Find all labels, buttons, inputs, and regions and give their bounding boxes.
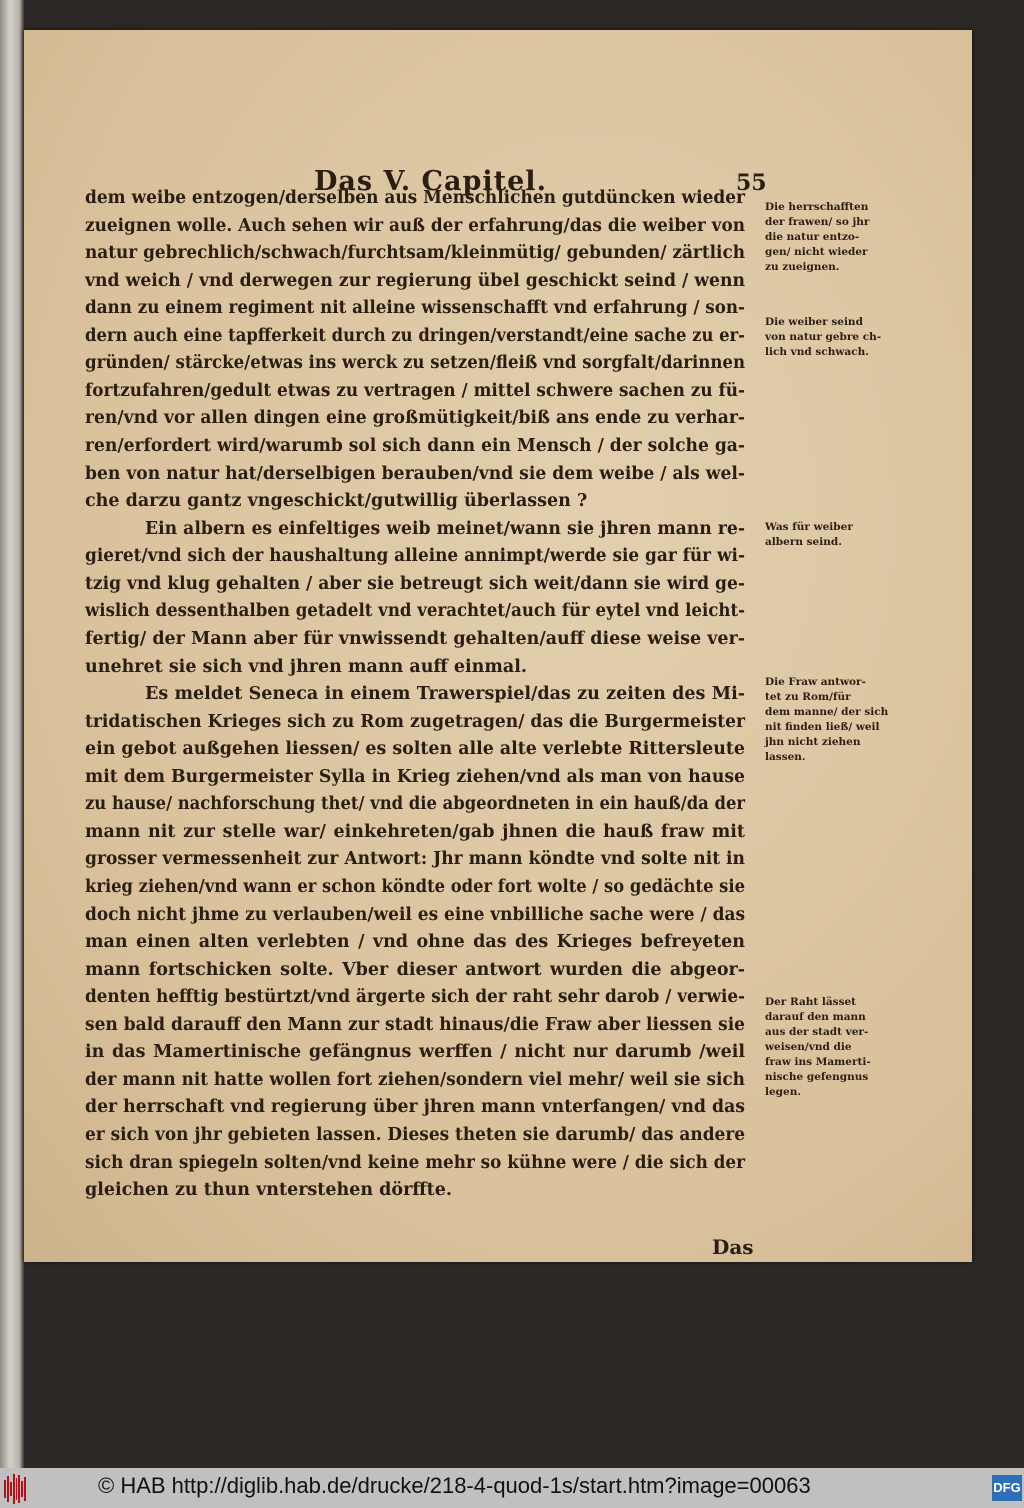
text-line: dern auch eine tapfferkeit durch zu dringen/verstandt/eine sache zu er- <box>85 325 745 346</box>
margin-note-line: die natur entzo- <box>765 231 860 243</box>
hab-logo-icon <box>4 1474 26 1504</box>
text-line: doch nicht jhme zu verlauben/weil es eine vnbilliche sache were / das <box>85 904 746 925</box>
text-line: gründen/ stärcke/etwas ins werck zu setzen/fleiß vnd sorgfalt/darinnen <box>85 353 746 374</box>
dfg-logo: DFG <box>992 1475 1022 1501</box>
text-line: tzig vnd klug gehalten / aber sie betreugt sich weit/dann sie wird ge- <box>85 573 745 594</box>
copyright-url: © HAB http://diglib.hab.de/drucke/218-4-quod-1s/start.htm?image=00063 <box>98 1473 811 1498</box>
margin-note-line: zu zueignen. <box>765 261 840 273</box>
logo-bar <box>10 1482 12 1496</box>
text-line: fertig/ der Mann aber für vnwissendt gehalten/auff diese weise ver- <box>85 628 745 649</box>
margin-note-line: nische gefengnus <box>765 1071 869 1083</box>
logo-bar <box>7 1476 9 1502</box>
text-line: der herrschaft vnd regierung über jhren mann vnterfangen/ vnd das <box>85 1097 745 1118</box>
margin-note-line: Die weiber seind <box>765 316 863 328</box>
book-page <box>24 30 972 1262</box>
margin-note-line: Die herrschafften <box>765 201 869 213</box>
margin-note-line: nit finden ließ/ weil <box>765 721 880 733</box>
text-line: Ein albern es einfeltiges weib meinet/wann sie jhren mann re- <box>145 518 745 539</box>
catchword: Das <box>712 1235 754 1259</box>
margin-note-line: jhn nicht ziehen <box>765 736 861 748</box>
margin-note <box>765 315 890 360</box>
margin-note <box>765 995 890 1100</box>
chapter-heading: Das V. Capitel. <box>314 166 547 197</box>
text-line: dem weibe entzogen/derselben aus Menschlichen gutdüncken wieder <box>85 188 745 208</box>
logo-bar <box>4 1480 6 1498</box>
text-line: zueignen wolle. Auch sehen wir auß der erfahrung/das die weiber von <box>85 215 745 236</box>
text-line: zu hause/ nachforschung thet/ vnd die abgeordneten in ein hauß/da der <box>85 794 746 815</box>
margin-note <box>765 675 890 765</box>
text-line: mann fortschicken solte. Vber dieser antwort wurden die abgeor- <box>85 959 745 980</box>
logo-bar <box>24 1477 26 1501</box>
text-line: fortzufahren/gedult etwas zu vertragen / mittel schwere sachen zu fü- <box>85 380 745 401</box>
adjacent-page-edge <box>0 0 24 1468</box>
text-line: unehret sie sich vnd jhren mann auff einmal. <box>85 656 527 677</box>
margin-note-line: weisen/vnd die <box>765 1041 852 1053</box>
margin-note-line: der frawen/ so jhr <box>765 216 870 228</box>
margin-note-line: tet zu Rom/für <box>765 691 851 703</box>
logo-bar <box>18 1475 20 1503</box>
margin-note-line: aus der stadt ver- <box>765 1026 869 1038</box>
text-line: vnd weich / vnd derwegen zur regierung übel geschickt seind / wenn <box>85 270 746 291</box>
text-line: denten hefftig bestürtzt/vnd ärgerte sich der raht sehr darob / verwie- <box>85 987 746 1008</box>
margin-note <box>765 200 890 275</box>
margin-note-line: von natur gebre ch- <box>765 331 882 343</box>
text-line: dann zu einem regiment nit alleine wissenschafft vnd erfahrung / son- <box>85 298 745 319</box>
text-line: mann nit zur stelle war/ einkehreten/gab jhnen die hauß fraw mit <box>85 821 746 842</box>
text-line: krieg ziehen/vnd wann er schon köndte oder fort wolte / so gedächte sie <box>85 877 745 897</box>
text-line: er sich von jhr gebieten lassen. Dieses theten sie darumb/ das andere <box>85 1125 746 1146</box>
text-line: in das Mamertinische gefängnus werffen / nicht nur darumb /weil <box>85 1042 745 1063</box>
text-line: man einen alten verlebten / vnd ohne das des Krieges befreyeten <box>85 932 746 953</box>
margin-note-line: lich vnd schwach. <box>765 346 869 358</box>
margin-note-line: legen. <box>765 1086 801 1098</box>
logo-bar <box>16 1478 18 1500</box>
text-line: ein gebot außgehen liessen/ es solten alle alte verlebte Rittersleute <box>85 739 745 760</box>
text-line: natur gebrechlich/schwach/furchtsam/kleinmütig/ gebunden/ zärtlich <box>85 243 746 264</box>
margin-note-line: fraw ins Mamerti- <box>765 1056 871 1068</box>
text-line: mit dem Burgermeister Sylla in Krieg ziehen/vnd als man von hause <box>85 766 746 787</box>
text-line: wislich dessenthalben getadelt vnd verachtet/auch für eytel vnd leicht- <box>85 601 745 622</box>
text-line: gleichen zu thun vnterstehen dörffte. <box>85 1180 452 1201</box>
text-line: sich dran spiegeln solten/vnd keine mehr so kühne were / die sich der <box>85 1152 746 1173</box>
margin-note-line: Was für weiber <box>765 521 853 533</box>
text-line: der mann nit hatte wollen fort ziehen/sondern viel mehr/ weil sie sich <box>85 1069 745 1090</box>
text-line: ben von natur hat/derselbigen berauben/vnd sie dem weibe / als wel- <box>85 463 746 484</box>
margin-note-line: darauf den mann <box>765 1011 866 1023</box>
text-line: ren/vnd vor allen dingen eine großmütigkeit/biß ans ende zu verhar- <box>85 408 745 429</box>
text-line: che darzu gantz vngeschickt/gutwillig überlassen ? <box>85 491 588 512</box>
text-line: sen bald darauff den Mann zur stadt hinaus/die Fraw aber liessen sie <box>85 1014 746 1035</box>
margin-note-line: lassen. <box>765 751 806 763</box>
margin-note-line: gen/ nicht wieder <box>765 246 868 258</box>
page-number: 55 <box>736 170 767 196</box>
logo-bar <box>13 1474 15 1504</box>
text-line: tridatischen Krieges sich zu Rom zugetragen/ das die Burgermeister <box>85 711 745 732</box>
text-line: ren/erfordert wird/warumb sol sich dann ein Mensch / der solche ga- <box>85 436 746 457</box>
margin-note-line: albern seind. <box>765 536 842 548</box>
text-line: gieret/vnd sich der haushaltung alleine annimpt/werde sie gar für wi- <box>85 546 745 567</box>
margin-note-line: Die Fraw antwor- <box>765 676 866 688</box>
margin-note-line: dem manne/ der sich <box>765 706 889 718</box>
text-line: grosser vermessenheit zur Antwort: Jhr mann köndte vnd solte nit in <box>85 849 745 870</box>
text-line: Es meldet Seneca in einem Trawerspiel/das zu zeiten des Mi- <box>145 684 745 705</box>
margin-note <box>765 520 890 550</box>
footer-bar <box>0 1468 1024 1508</box>
margin-note-line: Der Raht lässet <box>765 996 857 1008</box>
logo-bar <box>21 1481 23 1497</box>
